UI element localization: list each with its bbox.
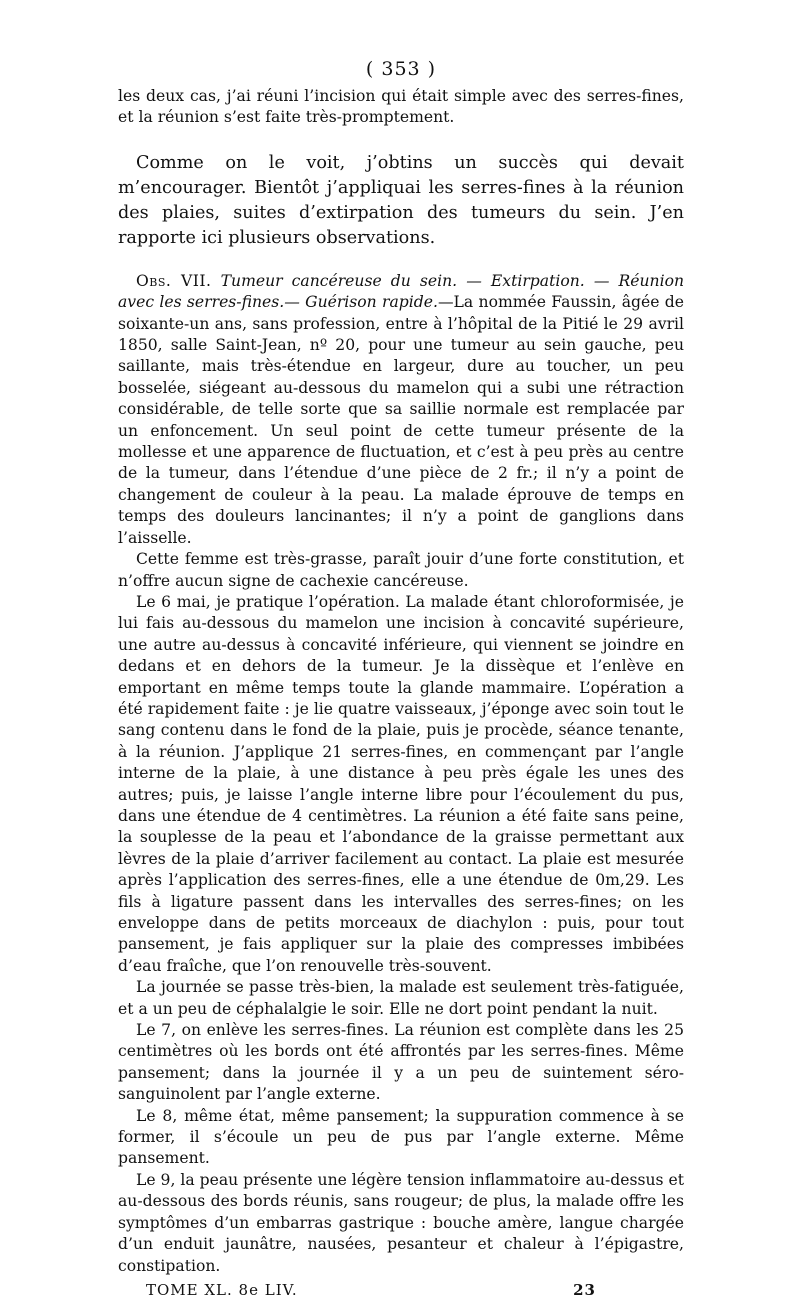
book-page <box>118 58 684 1299</box>
paragraph-continuation: les deux cas, j’ai réuni l’incision qui était simple avec des serres-fines, et la réunion s’est faite très-promptement. <box>118 87 684 127</box>
page-footer <box>118 1281 684 1299</box>
sheet-signature: 23 <box>573 1280 596 1299</box>
observation-paragraph <box>118 271 684 549</box>
paragraph-day-8: Le 8, même état, même pansement; la suppuration commence à se former, il s’écoule un peu de pus par l’angle externe. Même pansement. <box>118 1106 684 1168</box>
paragraph-operation: Le 6 mai, je pratique l’opération. La malade étant chloroformisée, je lui fais au-dessous du mamelon une incision à concavité supérieure, une autre au-dessus à concavité inférieure, qui viennent se joindre en dedans et en dehors de la tumeur. Je la dissèque et l’enlève en emportant en même temps toute la glande mammaire. L’opération a été rapidement faite : je lie quatre vaisseaux, j’éponge avec soin tout le sang contenu dans le fond de la plaie, puis je procède, séance tenante, à la réunion. J’applique 21 serres-fines, en commençant par l’angle interne de la plaie, à une distance à peu près égale les unes des autres; puis, je laisse l’angle interne libre pour l’écoulement du pus, dans une étendue de 4 centimètres. La réunion a été faite sans peine, la souplesse de la peau et l’abondance de la graisse permettant aux lèvres de la plaie d’arriver facilement au contact. La plaie est mesurée après l’application des serres-fines, elle a une étendue de 0m,29. Les fils à ligature passent dans les intervalles des serres-fines; on les enveloppe dans de petits morceaux de diachylon : puis, pour tout pansement, je fais appliquer sur la plaie des compresses imbibées d’eau fraîche, que l’on renouvelle très-souvent. <box>118 592 684 975</box>
paragraph-constitution: Cette femme est très-grasse, paraît jouir d’une forte constitution, et n’offre aucun signe de cachexie cancéreuse. <box>118 550 684 590</box>
paragraph-day-7: Le 7, on enlève les serres-fines. La réunion est complète dans les 25 centimètres où les bords ont été affrontés par les serres-fines. Même pansement; dans la journée il y a un peu de suintement séro-sanguinolent par l’angle externe. <box>118 1021 684 1104</box>
observation-text: —La nommée Faussin, âgée de soixante-un ans, sans profession, entre à l’hôpital de la Pitié le 29 avril 1850, salle Saint-Jean, nº 20, pour une tumeur au sein gauche, peu saillante, mais très-étendue en largeur, dure au toucher, un peu bosselée, siégeant au-dessous du mamelon qui a subi une rétraction considérable, de telle sorte que sa saillie normale est remplacée par un enfoncement. Un seul point de cette tumeur présente de la mollesse et une apparence de fluctuation, et c’est à peu près au centre de la tumeur, dans l’étendue d’une pièce de 2 fr.; il n’y a point de changement de couleur à la peau. La malade éprouve de temps en temps des douleurs lancinantes; il n’y a point de ganglions dans l’aisselle. <box>118 293 684 547</box>
observation-title: Tumeur cancéreuse du sein. — Extirpation. — Réunion avec les serres-fines.— Guérison rapide. <box>118 271 685 312</box>
page-number: ( 353 ) <box>365 58 437 80</box>
observation-label: Obs. VII. <box>136 271 212 290</box>
paragraph-day-one: La journée se passe très-bien, la malade est seulement très-fatiguée, et a un peu de céphalalgie le soir. Elle ne dort point pendant la nuit. <box>118 978 684 1018</box>
paragraph-day-9: Le 9, la peau présente une légère tension inflammatoire au-dessus et au-dessous des bords réunis, sans rougeur; de plus, la malade offre les symptômes d’un embarras gastrique : bouche amère, langue chargée d’un enduit jaunâtre, nausées, pesanteur et chaleur à l’épigastre, constipation. <box>118 1170 684 1275</box>
volume-signature: TOME XL. 8e LIV. <box>146 1280 298 1299</box>
paragraph-introduction: Comme on le voit, j’obtins un succès qui devait m’encourager. Bientôt j’appliquai les serres-fines à la réunion des plaies, suites d’extirpation des tumeurs du sein. J’en rapporte ici plusieurs observations. <box>118 152 684 248</box>
